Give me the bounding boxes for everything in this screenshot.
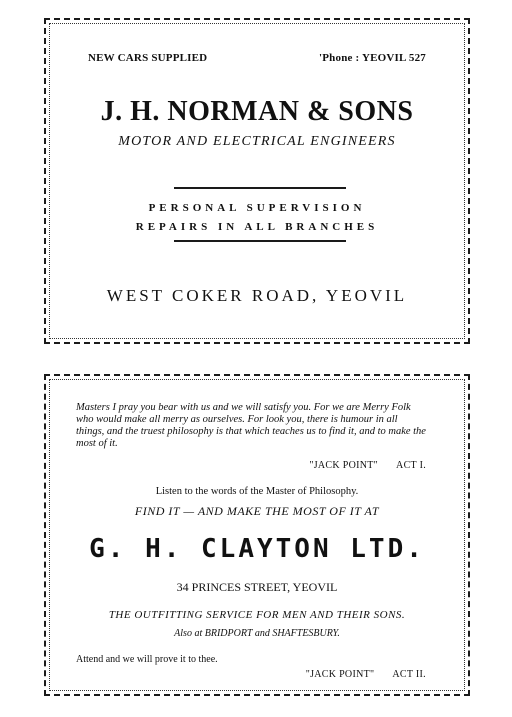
citation-name: "JACK POINT" — [305, 669, 375, 680]
find-it-text: FIND IT — AND MAKE THE MOST OF IT AT — [134, 504, 380, 518]
repairs-text: REPAIRS IN ALL BRANCHES — [135, 221, 379, 233]
divider-bottom — [174, 240, 346, 242]
branches-text: Also at BRIDPORT and SHAFTESBURY. — [174, 628, 340, 639]
citation-act: ACT I. — [396, 460, 426, 471]
advert-norman — [44, 18, 470, 344]
company-name: G. H. CLAYTON LTD. — [89, 534, 425, 564]
company-title: J. H. NORMAN & SONS — [100, 96, 414, 127]
quote-citation-2 — [306, 669, 426, 680]
service-text: THE OUTFITTING SERVICE FOR MEN AND THEIR SONS. — [108, 609, 406, 621]
supervision-text: PERSONAL SUPERVISION — [148, 202, 366, 214]
new-cars-text: NEW CARS SUPPLIED — [88, 52, 208, 64]
jack-point-quote: Masters I pray you bear with us and we will satisfy you. For we are Merry Folk who would make all merry as ourselves. For look you, there is humour in all things, and the truest philosophy is that which teaches us to find it, and to make the most of it. — [76, 402, 426, 449]
divider-top — [174, 187, 346, 189]
address-text: 34 PRINCES STREET, YEOVIL — [176, 580, 338, 594]
listen-text: Listen to the words of the Master of Philosophy. — [155, 486, 359, 497]
attend-text: Attend and we will prove it to thee. — [76, 654, 218, 665]
company-subtitle: MOTOR AND ELECTRICAL ENGINEERS — [118, 134, 396, 149]
advert-clayton — [44, 374, 470, 696]
citation-name: "JACK POINT" — [309, 460, 379, 471]
phone-text: 'Phone : YEOVIL 527 — [319, 52, 426, 64]
address-text: WEST COKER ROAD, YEOVIL — [106, 286, 408, 305]
citation-act: ACT II. — [392, 669, 426, 680]
header-row — [88, 52, 426, 64]
quote-citation-1 — [309, 460, 426, 471]
